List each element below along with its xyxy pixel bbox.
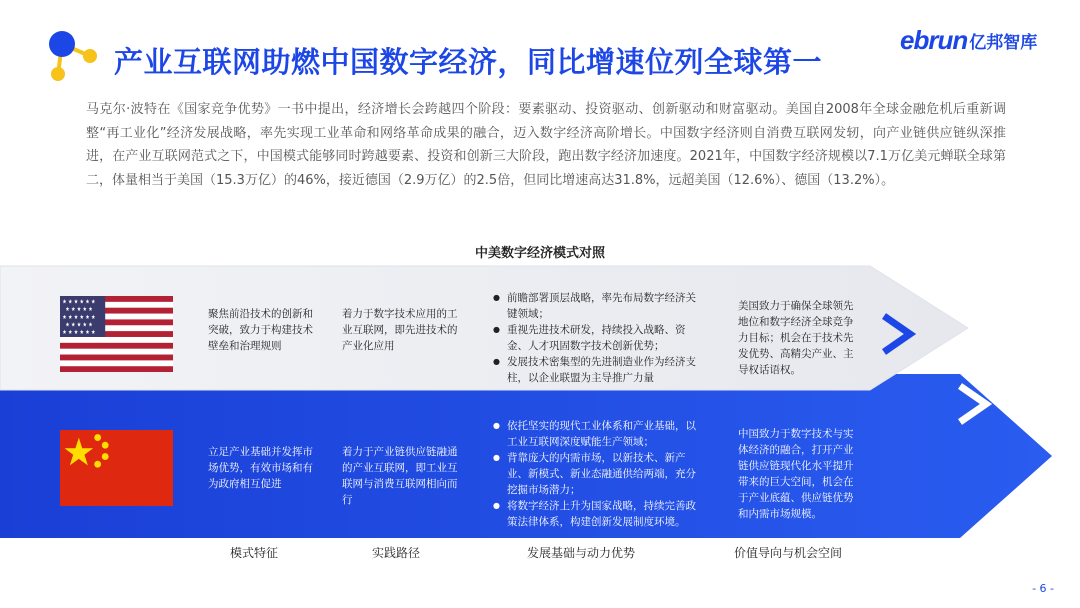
- us-value-opportunity: 美国致力于确保全球领先地位和数字经济全球竞争力目标；机会在于技术先发优势、高精尖产业、主导权话语权。: [738, 300, 854, 376]
- svg-text:★ ★ ★ ★ ★ ★: ★ ★ ★ ★ ★ ★: [62, 314, 96, 322]
- china-mode-feature: 立足产业基础并发挥市场优势，有效市场和有为政府相互促进: [208, 446, 313, 490]
- svg-text:★ ★ ★ ★ ★: ★ ★ ★ ★ ★: [65, 306, 93, 314]
- column-label-path: 实践路径: [372, 546, 421, 560]
- page-title: 产业互联网助燃中国数字经济，同比增速位列全球第一: [114, 45, 823, 79]
- list-item: ● 背靠庞大的内需市场，以新技术、新产业、新模式、新业态融通供给两端，充分挖掘市场潜力；: [493, 450, 705, 498]
- svg-text:★ ★ ★ ★ ★ ★: ★ ★ ★ ★ ★ ★: [62, 329, 96, 337]
- page-number: - 6 -: [1032, 582, 1054, 595]
- china-basis-list: [493, 418, 705, 530]
- list-item: ● 重视先进技术研发，持续投入战略、资金、人才巩固数字技术创新优势；: [493, 322, 705, 354]
- intro-paragraph: 马克尔·波特在《国家竞争优势》一书中提出，经济增长会跨越四个阶段：要素驱动、投资驱动、创新驱动和财富驱动。美国自2008年全球金融危机后重新调整“再工业化”经济发展战略，率先实现工业革命和网络革命成果的融合，迈入数字经济高阶增长。中国数字经济则自消费互联网发轫，向产业链供应链纵深推进，在产业互联网范式之下，中国模式能够同时跨越要素、投资和创新三大阶段，跑出数字经济加速度。2021年，中国数字经济规模以7.1万亿美元蝉联全球第二，体量相当于美国（15.3万亿）的46%，接近德国（2.9万亿）的2.5倍，但同比增速高达31.8%，远超美国（12.6%）、德国（13.2%）。: [86, 102, 1006, 188]
- china-practice-path: 着力于产业链供应链融通的产业互联网，即工业互联网与消费互联网相向而行: [342, 446, 458, 506]
- us-basis-list: [493, 290, 705, 386]
- column-label-value: 价值导向与机会空间: [734, 546, 843, 560]
- svg-text:★ ★ ★ ★ ★: ★ ★ ★ ★ ★: [65, 321, 93, 329]
- list-item: ● 前瞻部署顶层战略，率先布局数字经济关键领域；: [493, 290, 705, 322]
- brand-name-en: ebrun: [900, 24, 968, 55]
- us-flag-icon: [60, 296, 173, 372]
- us-mode-feature: 聚焦前沿技术的创新和突破，致力于构建技术壁垒和治理规则: [208, 308, 313, 352]
- list-item: ● 将数字经济上升为国家战略，持续完善政策法律体系，构建创新发展制度环境。: [493, 498, 705, 530]
- column-label-basis: 发展基础与动力优势: [527, 546, 636, 560]
- china-value-opportunity: 中国致力于数字技术与实体经济的融合，打开产业链供应链现代化水平提升带来的巨大空间，机会在于产业底蕴、供应链优势和内需市场规模。: [738, 428, 854, 520]
- list-item: ● 发展技术密集型的先进制造业作为经济支柱，以企业联盟为主导推广力量: [493, 354, 705, 386]
- list-item: ● 依托坚实的现代工业体系和产业基础，以工业互联网深度赋能生产领域；: [493, 418, 705, 450]
- us-practice-path: 着力于数字技术应用的工业互联网，即先进技术的产业化应用: [342, 308, 458, 352]
- china-flag-icon: [60, 430, 173, 506]
- brand-name-cn: 亿邦智库: [969, 32, 1038, 53]
- svg-text:★ ★ ★ ★ ★ ★: ★ ★ ★ ★ ★ ★: [62, 299, 96, 306]
- comparison-title: 中美数字经济模式对照: [474, 246, 605, 261]
- column-label-mode: 模式特征: [230, 546, 279, 560]
